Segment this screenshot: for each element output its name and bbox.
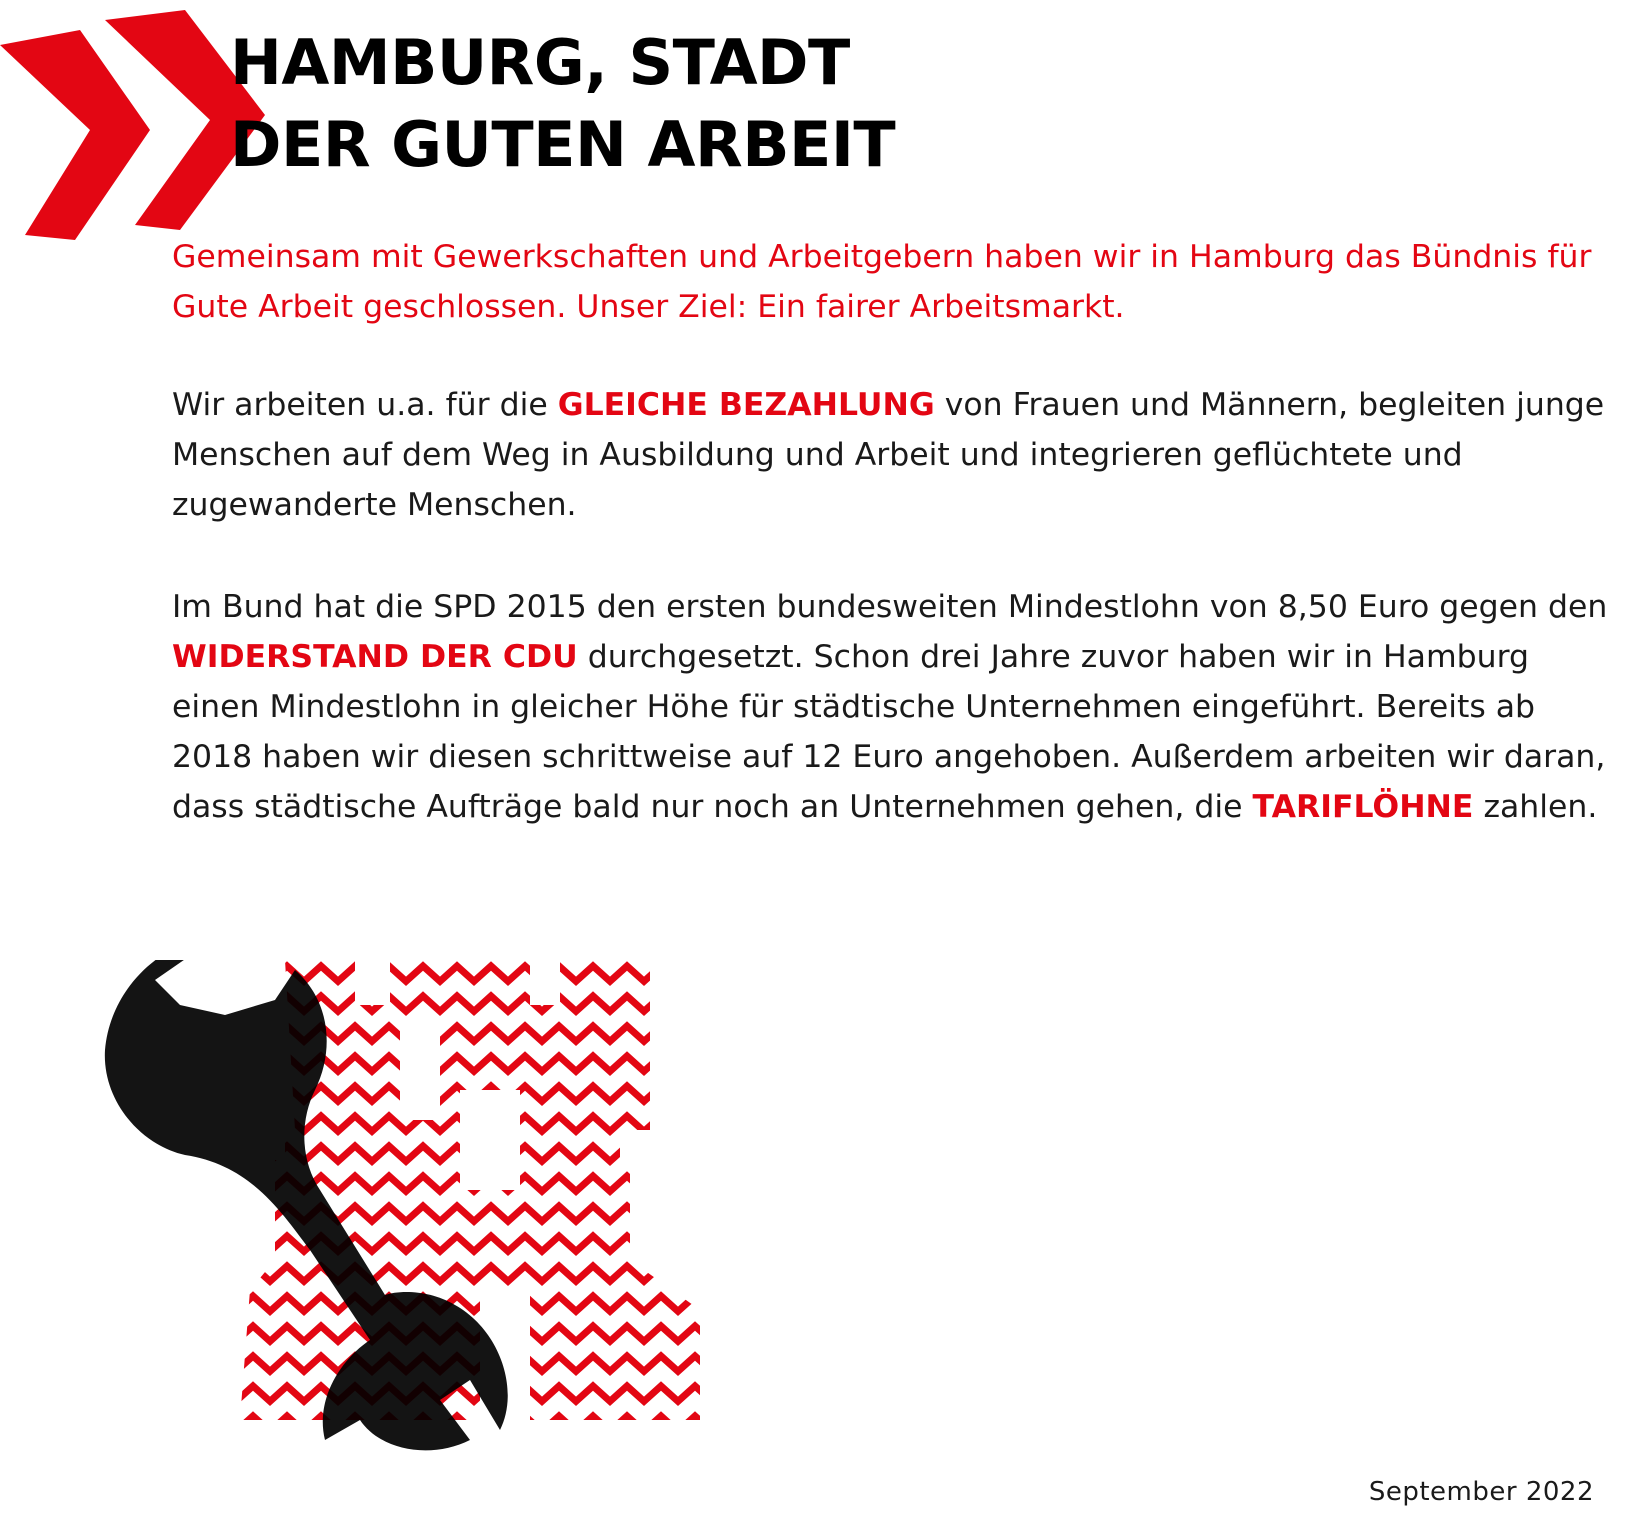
hamburg-castle-wrench-icon (100, 960, 740, 1500)
highlight-equal-pay: GLEICHE BEZAHLUNG (557, 387, 935, 423)
intro-text: Gemeinsam mit Gewerkschaften und Arbeitgebern haben wir in Hamburg das Bündnis für Gute Arbeit geschlossen. Unser Ziel: Ein fairer Arbeitsmarkt. (172, 239, 1592, 325)
publication-date: September 2022 (1368, 1477, 1594, 1507)
highlight-cdu-resistance: WIDERSTAND DER CDU (172, 639, 578, 675)
title-line-1: HAMBURG, STADT (230, 26, 850, 99)
paragraph2-part3: zahlen. (1473, 789, 1598, 825)
highlight-tariff-wages: TARIFLÖHNE (1252, 789, 1474, 825)
title-line-2: DER GUTEN ARBEIT (230, 108, 896, 181)
paragraph2-part2: durchgesetzt. Schon drei Jahre zuvor haben wir in Hamburg einen Mindestlohn in gleicher Höhe für städtische Unternehmen eingeführt. Bereits ab 2018 haben wir diesen schrittweise auf 12 Euro angehoben. Außerdem arbeiten wir daran, dass städtische Aufträge bald nur noch an Unternehmen gehen, die (172, 639, 1606, 825)
paragraph1-text-after: von Frauen und Männern, begleiten junge Menschen auf dem Weg in Ausbildung und Arbeit und integrieren geflüchtete und zugewanderte Menschen. (172, 387, 1605, 523)
page-title (230, 22, 895, 186)
paragraph-equal-pay (172, 380, 1612, 530)
paragraph1-text-before: Wir arbeiten u.a. für die (172, 387, 558, 423)
paragraph-minimum-wage (172, 582, 1612, 832)
paragraph2-part1: Im Bund hat die SPD 2015 den ersten bundesweiten Mindestlohn von 8,50 Euro gegen den (172, 589, 1608, 625)
